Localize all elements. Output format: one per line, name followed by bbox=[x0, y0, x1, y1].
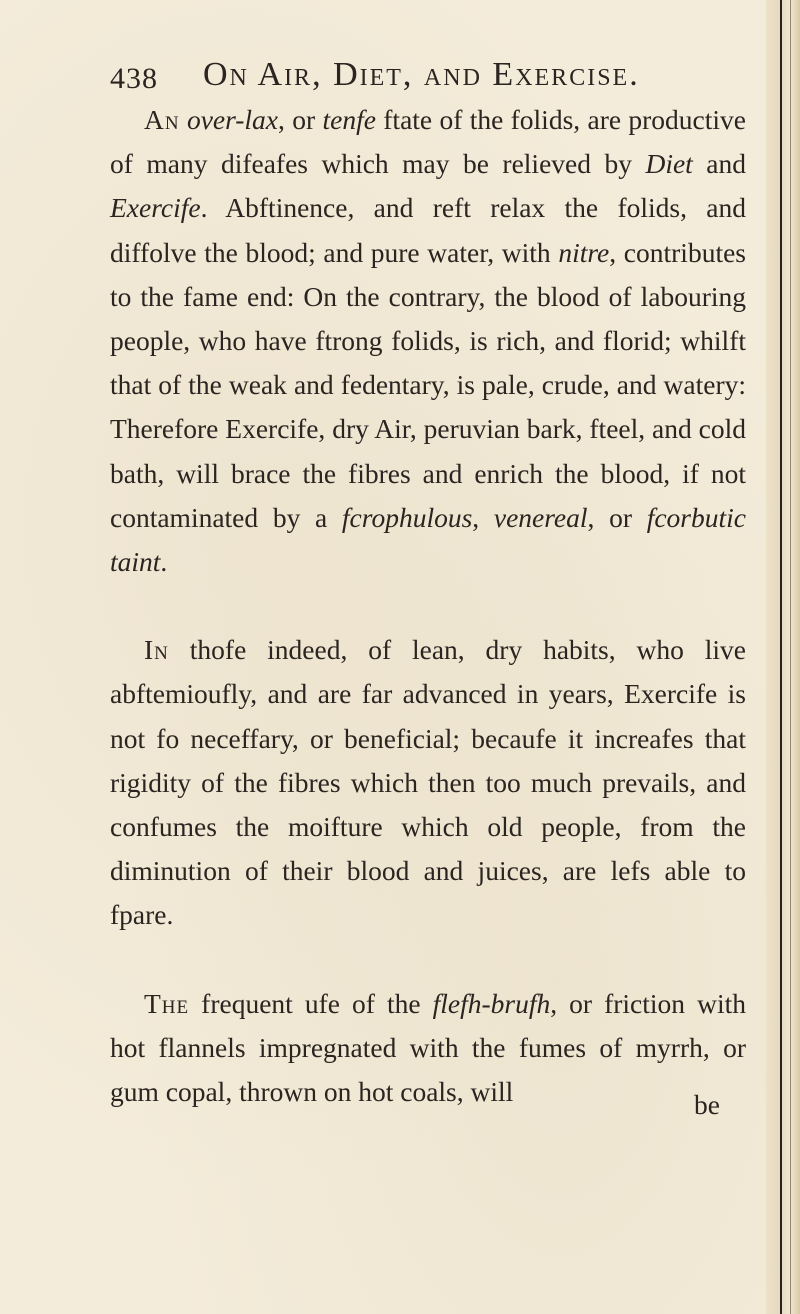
italic-term: tenfe bbox=[322, 104, 376, 135]
paragraph-body bbox=[110, 634, 746, 930]
paragraph-lead-word: The bbox=[144, 987, 190, 1019]
italic-term: nitre bbox=[558, 236, 610, 268]
paragraph-body bbox=[110, 988, 746, 1107]
paragraph bbox=[110, 628, 746, 937]
paragraph bbox=[110, 982, 746, 1115]
text-run bbox=[180, 104, 187, 135]
text-run: and bbox=[692, 148, 746, 180]
paragraph-lead-word: An bbox=[144, 104, 180, 135]
text-run: frequent ufe of the bbox=[189, 987, 433, 1019]
paragraph-lead-word: In bbox=[144, 634, 169, 666]
italic-term: Diet bbox=[645, 148, 693, 180]
text-run: , or bbox=[587, 501, 647, 533]
text-run: , bbox=[472, 501, 494, 533]
page-edge bbox=[766, 0, 800, 1314]
paragraph-body bbox=[110, 104, 746, 577]
italic-term: flefh-brufh bbox=[432, 987, 551, 1019]
paragraph bbox=[110, 98, 746, 584]
text-run: thofe indeed, of lean, dry habits, who live abftemioufly, and are far advanced in years, Exercife is not fo neceffary, or beneficial; becaufe it increafes that rigidity of the fibres which then too much prevails, and confumes the moifture which old people, from the diminution of their blood and juices, are lefs able to fpare. bbox=[110, 634, 746, 931]
catchword: be bbox=[694, 1089, 720, 1120]
italic-term: fcrophulous bbox=[341, 501, 473, 533]
text-run: , or friction with hot flannels impregnated with the fumes of myrrh, or gum copal, thrown on hot coals, will bbox=[110, 987, 746, 1108]
text-run: ftate of the folids, are productive of many difeafes which may be relieved by bbox=[110, 104, 746, 180]
page-number: 438 bbox=[110, 62, 158, 95]
italic-term: Exercife bbox=[110, 192, 201, 224]
text-run: , contributes to the fame end: On the contrary, the blood of labouring people, who have ftrong folids, is rich, and florid; whilft that of the weak and fedentary, is pale, crude, and watery: Therefore Exercife, dry Air, peruvian bark, fteel, and cold bath, will brace the fibres and enrich the blood, if not contaminated by a bbox=[110, 236, 746, 533]
italic-term: venereal bbox=[493, 501, 588, 533]
body-text bbox=[110, 98, 746, 1114]
italic-term: over-lax bbox=[186, 104, 279, 135]
text-run: . Abftinence, and reft relax the folids, and diffolve the blood; and pure water, with bbox=[110, 192, 746, 268]
italic-term: fcorbutic taint bbox=[110, 501, 746, 578]
running-head: On Air, Diet, and Exercise. bbox=[203, 56, 640, 93]
text-run: , or bbox=[278, 104, 323, 135]
text-run: . bbox=[160, 546, 168, 578]
